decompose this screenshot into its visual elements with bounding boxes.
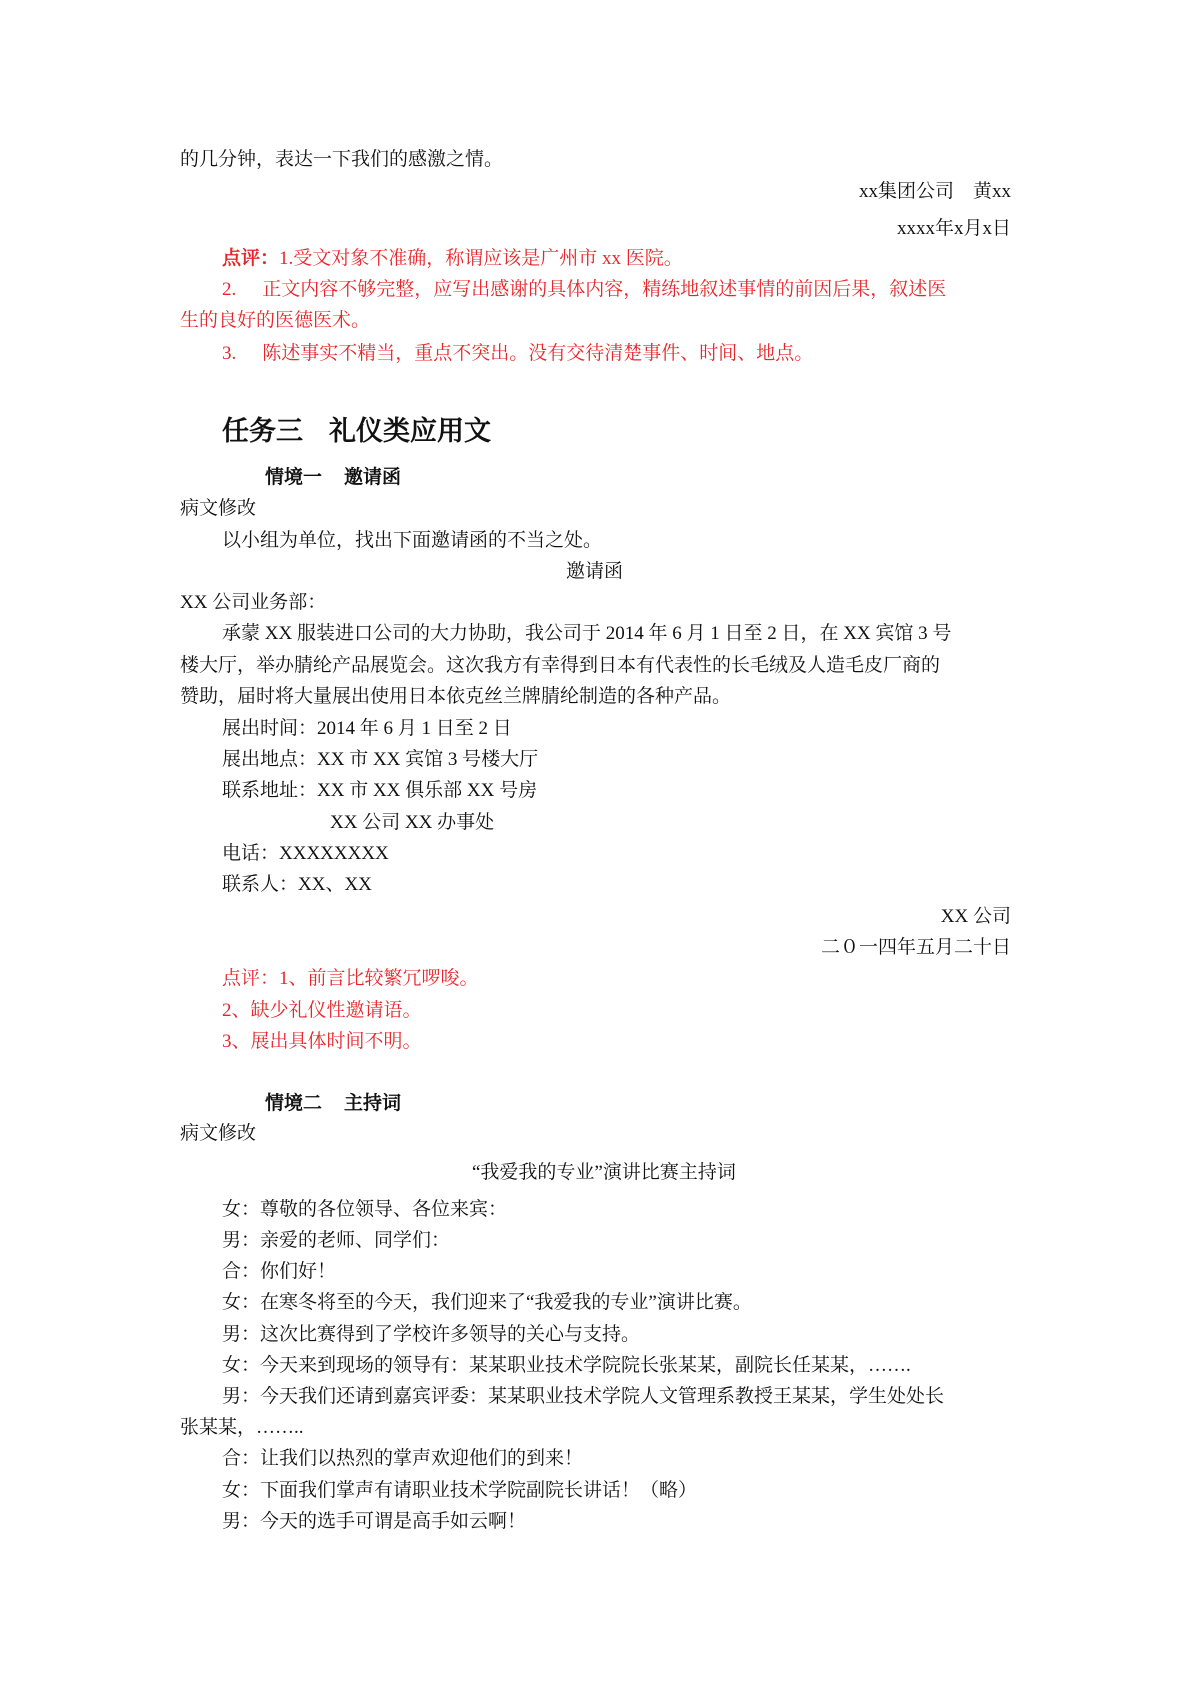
review1-item3: 3. 陈述事实不精当，重点不突出。没有交待清楚事件、时间、地点。	[222, 343, 814, 364]
script-line: 男：今天的选手可谓是高手如云啊！	[222, 1511, 527, 1532]
invitation-title: 邀请函	[566, 561, 624, 582]
invitation-salutation: XX 公司业务部：	[180, 592, 327, 613]
script-line: 张某某，……..	[180, 1417, 304, 1438]
letter-closing-line: 的几分钟，表达一下我们的感激之情。	[180, 149, 504, 170]
script-line: 女：今天来到现场的领导有：某某职业技术学院院长张某某，副院长任某某，…….	[222, 1355, 911, 1376]
review2-item3: 3、展出具体时间不明。	[222, 1031, 422, 1052]
invitation-date: 二０一四年五月二十日	[820, 937, 1011, 958]
letter-date: xxxx年x月x日	[896, 218, 1011, 239]
signature-name: 黄xx	[972, 181, 1011, 202]
script-title: “我爱我的专业”演讲比赛主持词	[472, 1162, 736, 1183]
invitation-body-line: 楼大厅，举办腈纶产品展览会。这次我方有幸得到日本有代表性的长毛绒及人造毛皮厂商的	[180, 655, 941, 676]
subheading-scene2: 情境二 主持词	[265, 1092, 402, 1114]
script-line: 男：今天我们还请到嘉宾评委：某某职业技术学院人文管理系教授王某某，学生处处长	[222, 1386, 945, 1407]
invitation-place: 展出地点：XX 市 XX 宾馆 3 号楼大厅	[222, 749, 539, 770]
review1-item2-cont: 生的良好的医德医术。	[180, 310, 371, 331]
script-line: 女：在寒冬将至的今天，我们迎来了“我爱我的专业”演讲比赛。	[222, 1292, 752, 1313]
script-line: 男：亲爱的老师、同学们：	[222, 1230, 451, 1251]
invitation-contact: 联系人：XX、XX	[222, 874, 372, 895]
scene1-instruction: 以小组为单位，找出下面邀请函的不当之处。	[222, 530, 603, 551]
invitation-body-line: 承蒙 XX 服装进口公司的大力协助，我公司于 2014 年 6 月 1 日至 2 日，在 XX 宾馆 3 号	[222, 623, 952, 644]
script-line: 男：这次比赛得到了学校许多领导的关心与支持。	[222, 1324, 641, 1345]
invitation-sender: XX 公司	[940, 906, 1011, 927]
script-line: 女：下面我们掌声有请职业技术学院副院长讲话！（略）	[222, 1480, 698, 1501]
scene2-label: 病文修改	[180, 1123, 257, 1144]
subheading-scene1: 情境一 邀请函	[265, 466, 402, 488]
review1-item2: 2. 正文内容不够完整，应写出感谢的具体内容，精练地叙述事情的前因后果，叙述医	[222, 279, 947, 300]
signature-company: xx集团公司	[858, 181, 954, 202]
scene1-label: 病文修改	[180, 498, 257, 519]
section-heading-task3: 任务三 礼仪类应用文	[222, 416, 491, 447]
review-label: 点评：	[222, 248, 280, 269]
review2-item2: 2、缺少礼仪性邀请语。	[222, 1000, 422, 1021]
script-line: 合：让我们以热烈的掌声欢迎他们的到来！	[222, 1448, 584, 1469]
invitation-office: XX 公司 XX 办事处	[330, 812, 495, 833]
script-line: 女：尊敬的各位领导、各位来宾：	[222, 1199, 508, 1220]
invitation-address: 联系地址：XX 市 XX 俱乐部 XX 号房	[222, 780, 538, 801]
invitation-phone: 电话：XXXXXXXX	[222, 843, 389, 864]
letter-signature	[859, 179, 1011, 205]
review2-item1: 点评：1、前言比较繁冗啰唆。	[222, 968, 479, 989]
invitation-body-line: 赞助，届时将大量展出使用日本依克丝兰牌腈纶制造的各种产品。	[180, 686, 732, 707]
invitation-time: 展出时间：2014 年 6 月 1 日至 2 日	[222, 718, 512, 739]
review1-item1: 点评：1.受文对象不准确，称谓应该是广州市 xx 医院。	[222, 248, 683, 269]
script-line: 合：你们好！	[222, 1261, 337, 1282]
